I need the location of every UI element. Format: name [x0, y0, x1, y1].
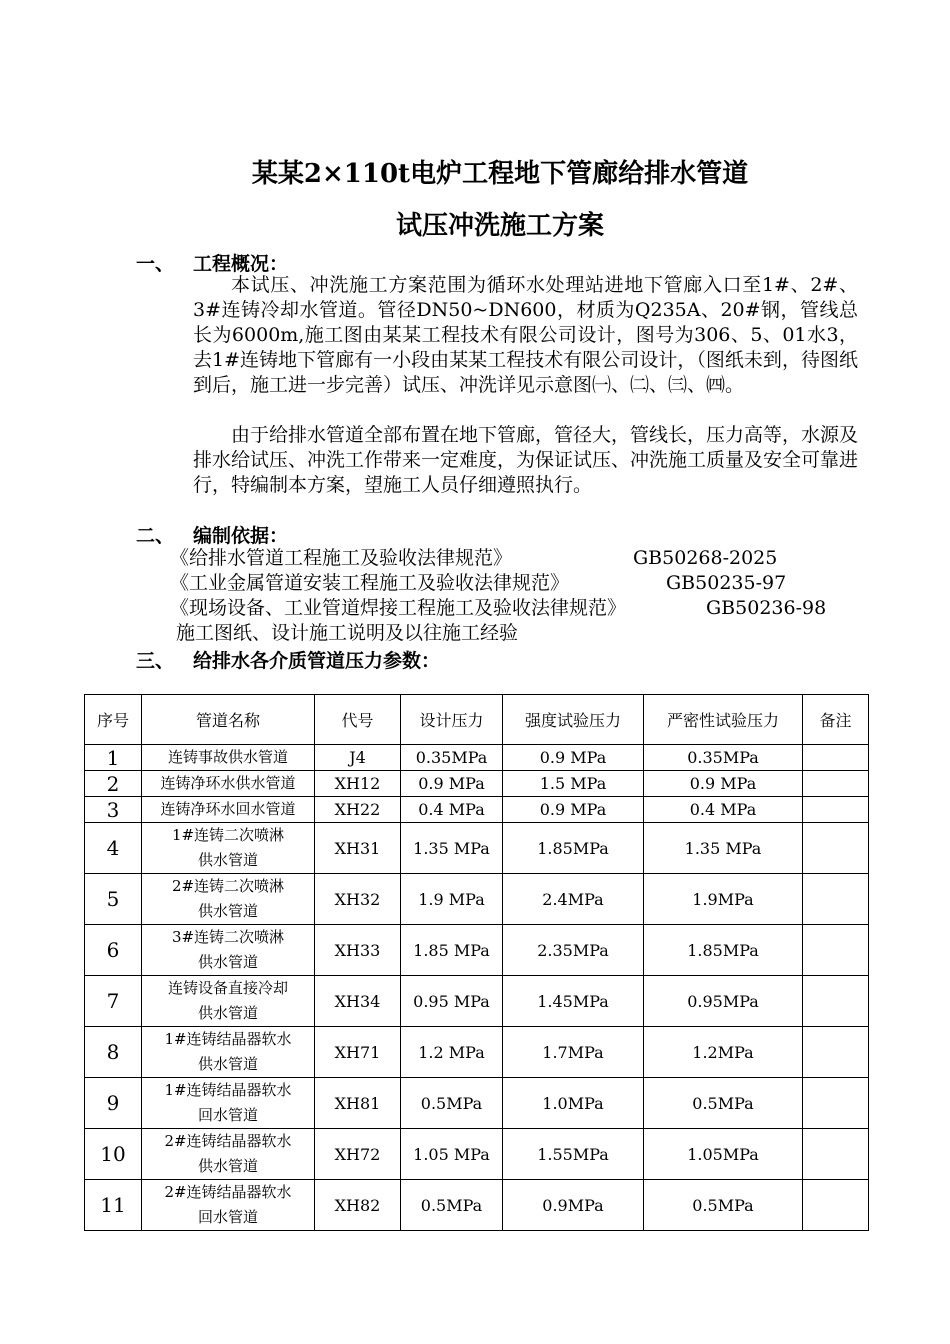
row-note: [803, 1027, 869, 1078]
row-pipe-name: [142, 1027, 315, 1078]
row-code: XH82: [315, 1180, 401, 1231]
row-note: [803, 823, 869, 874]
row-note: [803, 976, 869, 1027]
row-tightness-pressure: 0.5MPa: [644, 1078, 803, 1129]
row-strength-pressure: 1.7MPa: [503, 1027, 644, 1078]
table-row: [85, 1129, 869, 1180]
row-pipe-name: [142, 823, 315, 874]
section-heading-pressure: [136, 646, 440, 673]
row-pipe-name: [142, 874, 315, 925]
row-tightness-pressure: 0.5MPa: [644, 1180, 803, 1231]
row-design-pressure: 0.5MPa: [401, 1180, 503, 1231]
section-heading-overview: [136, 249, 288, 276]
table-header-row: [85, 695, 869, 745]
pipe-name-line: 供水管道: [197, 851, 258, 869]
row-strength-pressure: 0.9 MPa: [503, 797, 644, 823]
section-title: 给排水各介质管道压力参数：: [193, 650, 441, 672]
pipe-name-line: 连铸净环水回水管道: [160, 800, 296, 818]
row-code: XH81: [315, 1078, 401, 1129]
row-design-pressure: 1.2 MPa: [401, 1027, 503, 1078]
basis-item-name: 《给排水管道工程施工及验收法律规范》: [170, 547, 513, 569]
pipe-name-line: 供水管道: [197, 902, 258, 920]
header-design-pressure: 设计压力: [401, 695, 503, 745]
section-number: 三、: [136, 650, 175, 672]
header-code: 代号: [315, 695, 401, 745]
row-pipe-name: [142, 976, 315, 1027]
section-heading-basis: [136, 521, 288, 548]
overview-paragraph-1: 本试压、冲洗施工方案范围为循环水处理站进地下管廊入口至1#、2#、3#连铸冷却水管道。管径DN50~DN600，材质为Q235A、20#钢，管线总长为6000m,施工图由某某工程技术有限公司设计，图号为306、5、01水3，去1#连铸地下管廊有一小段由某某工程技术有限公司设计，（图纸未到，待图纸到后，施工进一步完善）试压、冲洗详见示意图㈠、㈡、㈢、㈣。: [193, 274, 858, 396]
pipe-name-line: 1#连铸结晶器软水: [164, 1030, 292, 1048]
row-code: XH12: [315, 771, 401, 797]
section-title: 工程概况：: [193, 253, 289, 275]
pipe-name-line: 供水管道: [197, 1004, 258, 1022]
row-strength-pressure: 1.85MPa: [503, 823, 644, 874]
pipe-name-line: 2#连铸结晶器软水: [164, 1183, 292, 1201]
row-strength-pressure: 1.55MPa: [503, 1129, 644, 1180]
row-note: [803, 1180, 869, 1231]
document-title: 某某2×110t电炉工程地下管廊给排水管道: [251, 159, 749, 189]
pipe-name-line: 3#连铸二次喷淋: [171, 928, 285, 946]
pipe-name-line: 1#连铸结晶器软水: [164, 1081, 292, 1099]
pipe-name-line: 2#连铸结晶器软水: [164, 1132, 292, 1150]
table-row: [85, 1078, 869, 1129]
row-note: [803, 797, 869, 823]
row-note: [803, 1129, 869, 1180]
pipe-name-line: 2#连铸二次喷淋: [171, 877, 285, 895]
row-pipe-name: [142, 1078, 315, 1129]
row-strength-pressure: 0.9 MPa: [503, 745, 644, 771]
header-strength-pressure: 强度试验压力: [503, 695, 644, 745]
row-strength-pressure: 1.0MPa: [503, 1078, 644, 1129]
row-note: [803, 771, 869, 797]
row-code: XH32: [315, 874, 401, 925]
row-pipe-name: [142, 797, 315, 823]
pressure-table: [84, 694, 869, 1231]
row-index: 11: [85, 1180, 142, 1231]
row-code: XH34: [315, 976, 401, 1027]
row-index: 9: [85, 1078, 142, 1129]
row-pipe-name: [142, 1180, 315, 1231]
row-pipe-name: [142, 1129, 315, 1180]
row-design-pressure: 1.85 MPa: [401, 925, 503, 976]
table-row: [85, 1180, 869, 1231]
row-pipe-name: [142, 925, 315, 976]
row-tightness-pressure: 0.35MPa: [644, 745, 803, 771]
table-body: [85, 745, 869, 1231]
section-number: 一、: [136, 253, 175, 275]
table-row: [85, 976, 869, 1027]
pipe-name-line: 连铸事故供水管道: [167, 748, 288, 766]
table-row: [85, 1027, 869, 1078]
row-pipe-name: [142, 771, 315, 797]
row-tightness-pressure: 0.9 MPa: [644, 771, 803, 797]
row-index: 7: [85, 976, 142, 1027]
row-code: XH71: [315, 1027, 401, 1078]
row-index: 10: [85, 1129, 142, 1180]
row-strength-pressure: 1.45MPa: [503, 976, 644, 1027]
row-tightness-pressure: 0.95MPa: [644, 976, 803, 1027]
table-row: [85, 745, 869, 771]
table-row: [85, 771, 869, 797]
row-strength-pressure: 0.9MPa: [503, 1180, 644, 1231]
section-number: 二、: [136, 525, 175, 547]
pipe-name-line: 供水管道: [197, 1157, 258, 1175]
row-strength-pressure: 2.4MPa: [503, 874, 644, 925]
row-tightness-pressure: 1.35 MPa: [644, 823, 803, 874]
row-design-pressure: 0.9 MPa: [401, 771, 503, 797]
row-design-pressure: 0.95 MPa: [401, 976, 503, 1027]
table-row: [85, 925, 869, 976]
row-design-pressure: 1.35 MPa: [401, 823, 503, 874]
row-note: [803, 925, 869, 976]
row-design-pressure: 1.9 MPa: [401, 874, 503, 925]
row-code: XH72: [315, 1129, 401, 1180]
row-strength-pressure: 2.35MPa: [503, 925, 644, 976]
row-tightness-pressure: 1.85MPa: [644, 925, 803, 976]
pipe-name-line: 连铸设备直接冷却: [167, 979, 288, 997]
pipe-name-line: 供水管道: [197, 1055, 258, 1073]
document-subtitle: 试压冲洗施工方案: [395, 211, 604, 241]
header-tightness-pressure: 严密性试验压力: [644, 695, 803, 745]
row-note: [803, 745, 869, 771]
row-code: XH31: [315, 823, 401, 874]
basis-item-code: GB50235-97: [666, 572, 787, 594]
row-note: [803, 874, 869, 925]
row-tightness-pressure: 1.9MPa: [644, 874, 803, 925]
table-row: [85, 823, 869, 874]
row-index: 2: [85, 771, 142, 797]
row-index: 5: [85, 874, 142, 925]
row-design-pressure: 0.5MPa: [401, 1078, 503, 1129]
basis-item-code: GB50268-2025: [633, 547, 778, 569]
section-title: 编制依据：: [193, 525, 289, 547]
row-tightness-pressure: 0.4 MPa: [644, 797, 803, 823]
pipe-name-line: 1#连铸二次喷淋: [171, 826, 285, 844]
row-design-pressure: 0.35MPa: [401, 745, 503, 771]
basis-item-name: 《工业金属管道安装工程施工及验收法律规范》: [170, 572, 570, 594]
row-design-pressure: 0.4 MPa: [401, 797, 503, 823]
header-index: 序号: [85, 695, 142, 745]
row-code: XH33: [315, 925, 401, 976]
pipe-name-line: 回水管道: [197, 1208, 258, 1226]
table-row: [85, 797, 869, 823]
row-index: 1: [85, 745, 142, 771]
row-index: 6: [85, 925, 142, 976]
header-pipe-name: 管道名称: [142, 695, 315, 745]
pipe-name-line: 供水管道: [197, 953, 258, 971]
table-row: [85, 874, 869, 925]
basis-item-name: 《现场设备、工业管道焊接工程施工及验收法律规范》: [170, 597, 627, 619]
row-code: XH22: [315, 797, 401, 823]
row-note: [803, 1078, 869, 1129]
basis-item-name: 施工图纸、设计施工说明及以往施工经验: [176, 622, 519, 644]
basis-item-code: GB50236-98: [706, 597, 827, 619]
row-tightness-pressure: 1.05MPa: [644, 1129, 803, 1180]
row-index: 8: [85, 1027, 142, 1078]
row-design-pressure: 1.05 MPa: [401, 1129, 503, 1180]
row-index: 3: [85, 797, 142, 823]
row-pipe-name: [142, 745, 315, 771]
header-note: 备注: [803, 695, 869, 745]
pipe-name-line: 连铸净环水供水管道: [160, 774, 296, 792]
row-tightness-pressure: 1.2MPa: [644, 1027, 803, 1078]
overview-paragraph-2: 由于给排水管道全部布置在地下管廊，管径大，管线长，压力高等，水源及排水给试压、冲洗工作带来一定难度，为保证试压、冲洗施工质量及安全可靠进行，特编制本方案，望施工人员仔细遵照执行。: [193, 424, 859, 496]
row-code: J4: [315, 745, 401, 771]
pipe-name-line: 回水管道: [197, 1106, 258, 1124]
row-strength-pressure: 1.5 MPa: [503, 771, 644, 797]
row-index: 4: [85, 823, 142, 874]
